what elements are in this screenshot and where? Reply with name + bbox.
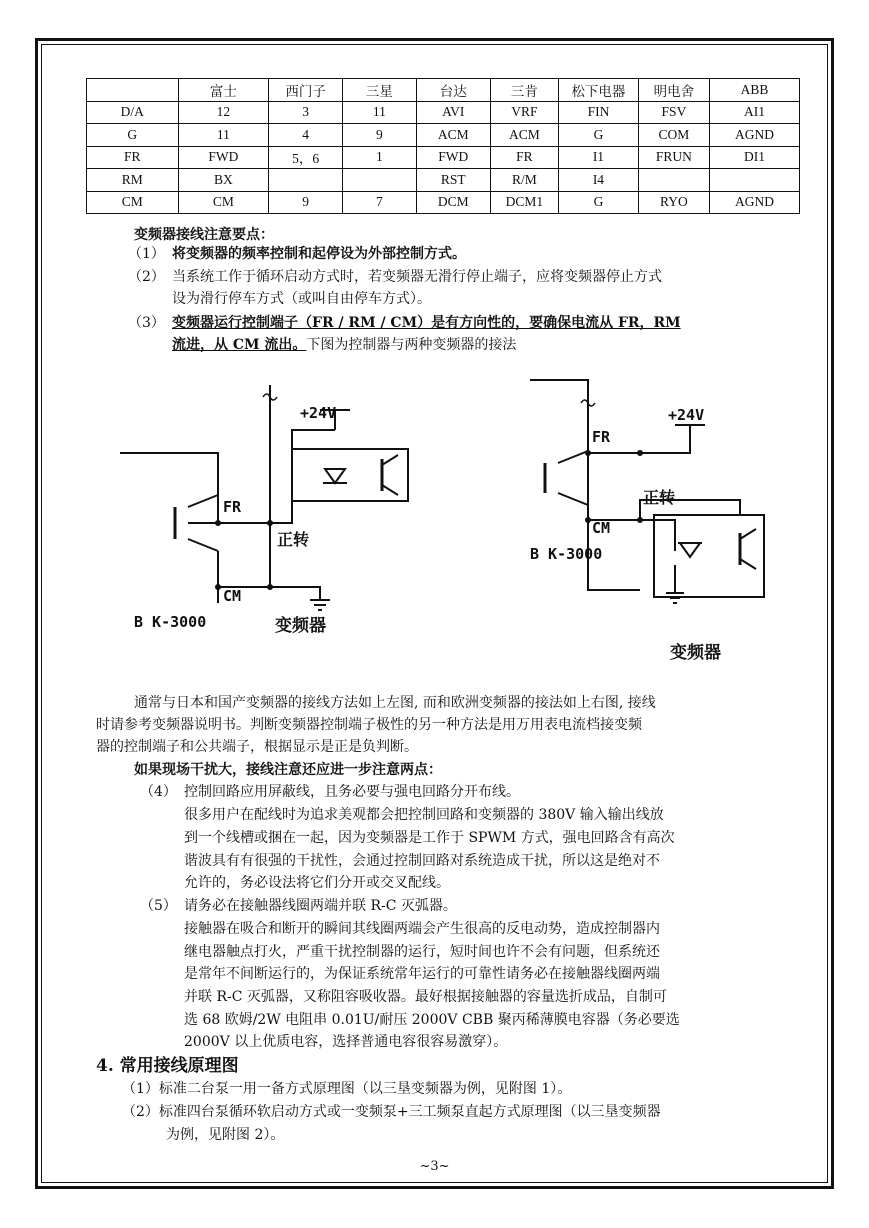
table-header-cell: 松下电器 [559,79,639,102]
table-cell: FR [87,146,179,169]
table-cell [343,169,417,192]
note-1-number: （1） [128,246,165,262]
note-5-line-6: 2000V 以上优质电容，选择普通电容很容易激穿）。 [184,1034,508,1050]
para1-line-3: 器的控制端子和公共端子，根据显示是正是负判断。 [96,739,418,755]
table-header-cell: ABB [710,79,800,102]
table-cell: DI1 [710,146,800,169]
right-fr-label: FR [592,428,611,446]
note-3-underlined: 流进，从 CM 流出。 [172,337,307,353]
table-row [87,169,800,192]
note-4-line-4: 允许的，务必设法将它们分开或交叉配线。 [184,875,450,891]
left-controller-label: B K-3000 [134,613,207,631]
table-cell: 3 [269,101,343,124]
section-4-item-2-line-2: 为例，见附图 2）。 [166,1127,285,1143]
table-header-cell [87,79,179,102]
section-4-title: 4. 常用接线原理图 [96,1056,239,1076]
note-4-line-1: 很多用户在配线时为追求美观都会把控制回路和变频器的 380V 输入输出线放 [184,807,664,823]
table-row [87,124,800,147]
table-cell: DCM [416,191,490,214]
note-5-line-4: 并联 R-C 灭弧器，又称阻容吸收器。最好根据接触器的容量选折成品，自制可 [184,989,667,1005]
note-3-line-2 [172,334,516,356]
note-5-line-3: 是常年不间断运行的，为保证系统常年运行的可靠性请务必在接触器线圈两端 [184,966,660,982]
note-1-text: 将变频器的频率控制和起停设为外部控制方式。 [172,246,466,262]
left-fr-label: FR [223,498,242,516]
right-forward-label: 正转 [643,488,676,507]
table-cell [710,169,800,192]
terminal-mapping-table [86,78,800,214]
note-3-rest: 下图为控制器与两种变频器的接法 [306,337,517,353]
table-cell: AGND [710,124,800,147]
notes-title: 变频器接线注意要点： [134,227,274,243]
note-4-line-3: 谐波具有有很强的干扰性，会通过控制回路对系统造成干扰，所以这是绝对不 [184,853,660,869]
para1-line-1: 通常与日本和国产变频器的接线方法如上左图, 而和欧洲变频器的接法如上右图, 接线 [134,695,656,711]
table-cell: I4 [559,169,639,192]
right-supply-label: +24V [668,406,705,424]
table-cell: RYO [638,191,709,214]
table-cell [269,169,343,192]
table-cell: ACM [416,124,490,147]
table-cell: D/A [87,101,179,124]
table-cell: FWD [416,146,490,169]
table-cell: AGND [710,191,800,214]
table-cell: 11 [343,101,417,124]
table-cell: DCM1 [490,191,558,214]
table-header-cell: 三肯 [490,79,558,102]
note-4-number: （4） [140,784,177,800]
left-cm-label: CM [223,587,242,605]
table-cell: I1 [559,146,639,169]
section-4-item-2-line-1: （2）标准四台泵循环软启动方式或一变频泵+三工频泵直起方式原理图（以三垦变频器 [122,1104,661,1120]
left-forward-label: 正转 [277,530,310,549]
table-cell: AI1 [710,101,800,124]
table-cell: G [559,191,639,214]
note-5-line-5: 选 68 欧姆/2W 电阻串 0.01U/耐压 2000V CBB 聚丙稀薄膜电容器（务必要选 [184,1012,680,1028]
table-row [87,101,800,124]
note-5-heading: 请务必在接触器线圈两端并联 R-C 灭弧器。 [184,898,457,914]
table-row [87,191,800,214]
wiring-diagram-right [530,375,770,665]
table-cell: G [559,124,639,147]
table-cell: 12 [178,101,269,124]
table-header-cell: 富士 [178,79,269,102]
table-cell: CM [178,191,269,214]
note-5-number: （5） [140,898,177,914]
left-supply-label: +24V [300,404,337,422]
table-cell: G [87,124,179,147]
section-4-item-1: （1）标准二台泵一用一备方式原理图（以三垦变频器为例，见附图 1）。 [122,1081,572,1097]
table-cell: 7 [343,191,417,214]
table-cell: RM [87,169,179,192]
table-cell: 9 [269,191,343,214]
table-cell: CM [87,191,179,214]
table-header-cell: 台达 [416,79,490,102]
table-header-cell: 明电舍 [638,79,709,102]
para1-line-2: 时请参考变频器说明书。判断变频器控制端子极性的另一种方法是用万用表电流档接变频 [96,717,642,733]
right-cm-label: CM [592,519,611,537]
table-cell [638,169,709,192]
table-cell: AVI [416,101,490,124]
note-2-line-2: 设为滑行停车方式（或叫自由停车方式）。 [172,291,431,307]
table-header-row [87,79,800,102]
table-cell: BX [178,169,269,192]
right-controller-label: B K-3000 [530,545,603,563]
table-cell: RST [416,169,490,192]
right-inverter-label: 变频器 [670,643,721,663]
table-cell: R/M [490,169,558,192]
table-cell: 11 [178,124,269,147]
table-header-cell: 西门子 [269,79,343,102]
table-cell: FSV [638,101,709,124]
table-row [87,146,800,169]
table-cell: 9 [343,124,417,147]
table-cell: FIN [559,101,639,124]
table-cell: ACM [490,124,558,147]
note-3-number: （3） [128,315,165,331]
table-cell: 4 [269,124,343,147]
table-cell: 1 [343,146,417,169]
note-2-number: （2） [128,269,165,285]
note-4-line-2: 到一个线槽或捆在一起，因为变频器是工作于 SPWM 方式，强电回路含有高次 [184,830,675,846]
table-cell: FWD [178,146,269,169]
table-cell: 5，6 [269,146,343,169]
note-3-line-1: 变频器运行控制端子（FR / RM / CM）是有方向性的，要确保电流从 FR，RM [172,315,681,331]
left-inverter-label: 变频器 [275,616,326,636]
note-2-line-1: 当系统工作于循环启动方式时，若变频器无滑行停止端子，应将变频器停止方式 [172,269,662,285]
table-header-cell: 三星 [343,79,417,102]
table-cell: FR [490,146,558,169]
wiring-diagram-left [120,375,420,645]
page-number: ~3~ [419,1159,450,1174]
table-cell: COM [638,124,709,147]
note-5-line-1: 接触器在吸合和断开的瞬间其线圈两端会产生很高的反电动势，造成控制器内 [184,921,660,937]
interference-title: 如果现场干扰大，接线注意还应进一步注意两点： [134,762,442,778]
table-cell: VRF [490,101,558,124]
note-4-heading: 控制回路应用屏蔽线，且务必要与强电回路分开布线。 [184,784,520,800]
table-cell: FRUN [638,146,709,169]
note-5-line-2: 继电器触点打火，严重干扰控制器的运行，短时间也许不会有问题，但系统还 [184,944,660,960]
